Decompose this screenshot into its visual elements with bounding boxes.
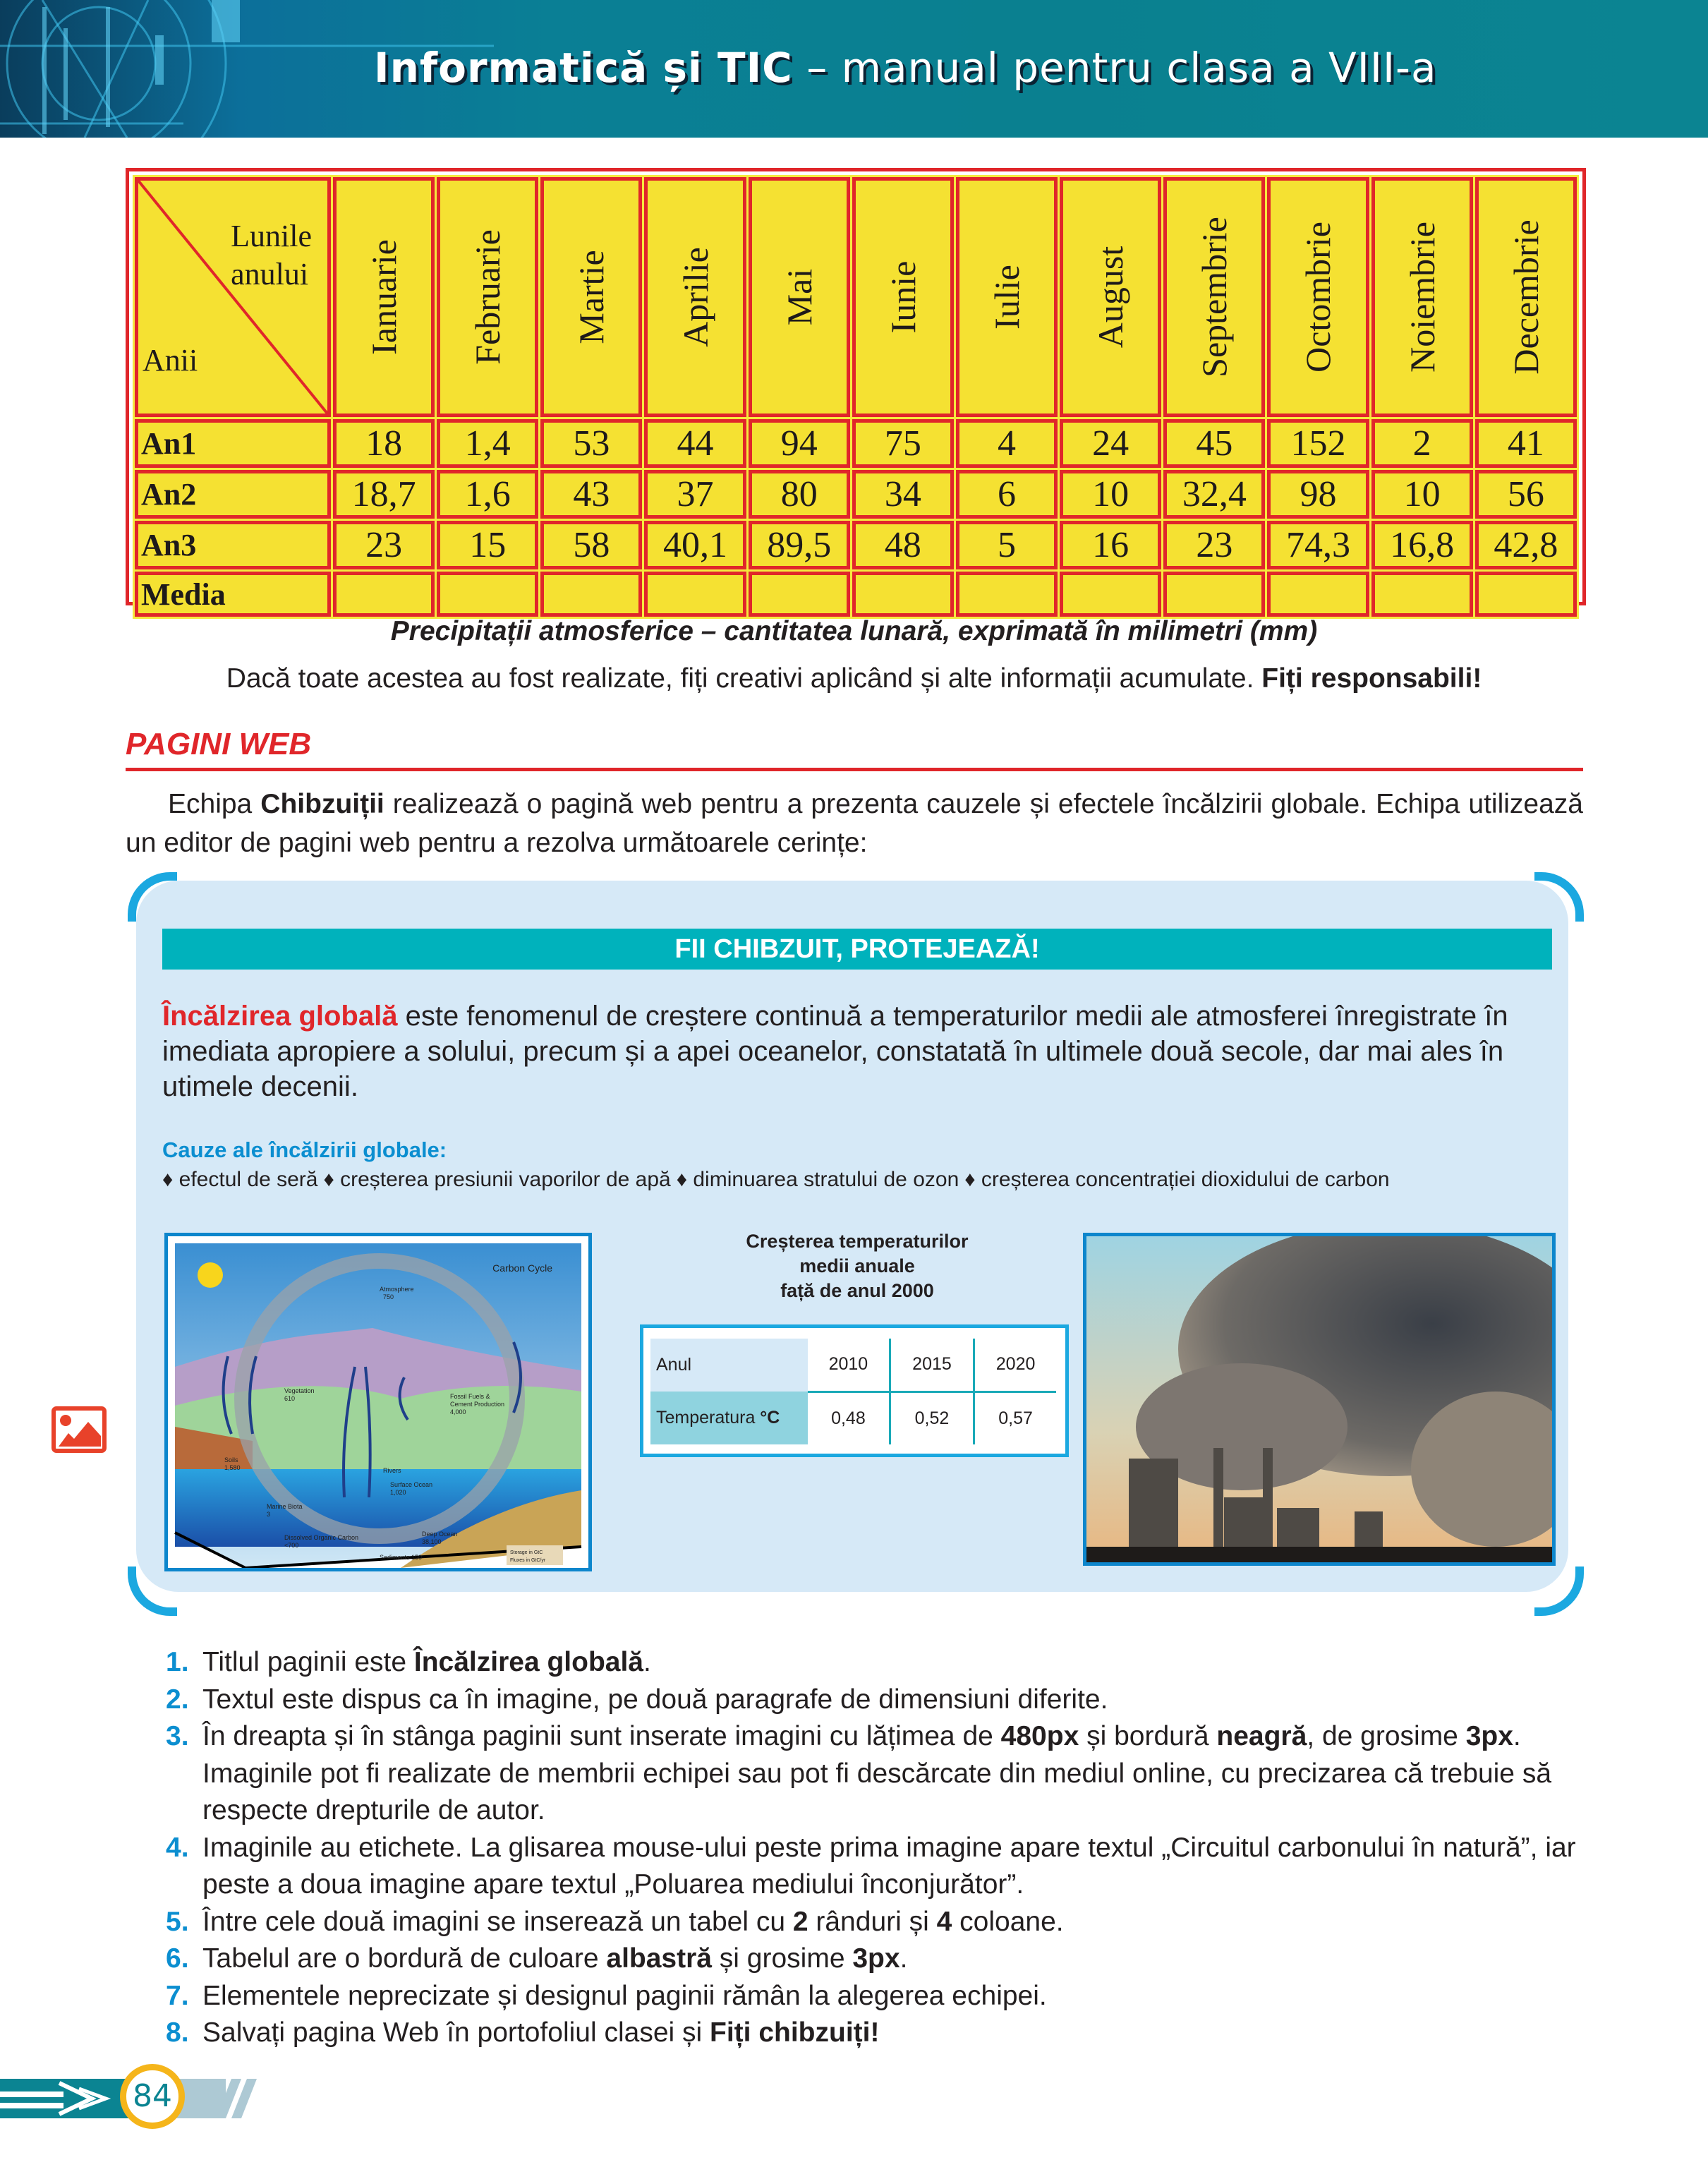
definition-text: este fenomenul de creștere continuă a temperaturilor medii ale atmosferei înregistrate în imediata apropiere a solului, precum și a apei oceanelor, constatată în ultimele două secole, dar mai ales în utimele decenii. <box>162 1001 1508 1102</box>
requirement-number: 8. <box>166 2017 189 2048</box>
value-cell <box>437 572 538 617</box>
requirement-emphasis: Fiți chibzuiți! <box>710 2017 880 2048</box>
requirement-emphasis: neagră <box>1216 1721 1307 1751</box>
requirement-emphasis: Încălzirea globală <box>413 1647 643 1677</box>
label-fossil-value: 4,000 <box>450 1408 466 1416</box>
causes-title: Cauze ale încălzirii globale: <box>162 1137 447 1162</box>
value-cell: 152 <box>1267 419 1369 468</box>
box-corner-top-right <box>1534 872 1584 922</box>
label-soils-value: 1,580 <box>224 1464 241 1471</box>
requirement-text: Titlul paginii este <box>202 1647 414 1677</box>
label-vegetation-value: 610 <box>284 1395 296 1402</box>
requirement-text: . <box>900 1943 908 1974</box>
corner-years-label: Anii <box>143 343 198 378</box>
table-caption: Precipitații atmosferice – cantitatea lunară, exprimată în milimetri (mm) <box>390 616 1318 646</box>
book-title <box>374 44 1437 92</box>
legend-storage: Storage in GtC <box>510 1550 543 1555</box>
requirement-emphasis: 2 <box>792 1906 808 1937</box>
month-label: Noiembrie <box>1402 222 1442 373</box>
value-cell: 16,8 <box>1371 521 1473 569</box>
value-cell <box>333 572 435 617</box>
month-header <box>540 177 642 417</box>
section-divider <box>126 768 1583 771</box>
requirement-emphasis: 4 <box>936 1906 952 1937</box>
requirement-number: 3. <box>166 1721 189 1751</box>
requirement-item <box>166 1718 1584 1830</box>
note-bold: Fiți responsabili! <box>1261 663 1482 694</box>
value-cell: 23 <box>333 521 435 569</box>
value-cell <box>540 572 642 617</box>
responsibility-note <box>0 663 1708 694</box>
value-cell: 24 <box>1060 419 1161 468</box>
month-header <box>1060 177 1161 417</box>
requirement-text: Imaginile au etichete. La glisarea mouse-ului peste prima imagine apare textul „Circuitul carbonului în natură”, iar peste a doua imagine apare textul „Poluarea mediului înconjurător”. <box>202 1832 1576 1900</box>
causes-list <box>162 1168 1395 1192</box>
label-marine-biota: Marine Biota <box>267 1503 303 1510</box>
requirement-text: rânduri și <box>808 1906 937 1937</box>
book-title-subtitle: – manual pentru clasa a VIII-a <box>792 44 1437 92</box>
month-header <box>644 177 746 417</box>
temp-title-line2: medii anuale <box>799 1255 915 1276</box>
value-cell: 1,4 <box>437 419 538 468</box>
month-label: Decembrie <box>1506 219 1546 375</box>
year-row-label: Anul <box>650 1339 808 1392</box>
label-rivers: Rivers <box>383 1467 401 1474</box>
requirement-item <box>166 1644 1584 1682</box>
carbon-cycle-diagram <box>168 1236 588 1568</box>
cause-item: ♦ creșterea concentrației dioxidului de carbon <box>964 1168 1389 1191</box>
temperature-table <box>640 1324 1069 1457</box>
value-cell: 41 <box>1475 419 1577 468</box>
intro-text-pre: Echipa <box>168 789 261 819</box>
label-cement: Cement Production <box>450 1401 505 1408</box>
requirement-text: coloane. <box>952 1906 1064 1937</box>
value-cell: 43 <box>540 470 642 519</box>
value-cell: 74,3 <box>1267 521 1369 569</box>
label-vegetation: Vegetation <box>284 1387 315 1394</box>
value-cell <box>1267 572 1369 617</box>
month-header <box>956 177 1058 417</box>
image-icon <box>52 1406 107 1453</box>
value-cell: 6 <box>956 470 1058 519</box>
header-banner <box>0 0 1708 138</box>
year-cell: 2010 <box>808 1339 890 1392</box>
value-cell <box>852 572 954 617</box>
month-header <box>749 177 850 417</box>
label-surface-ocean: Surface Ocean <box>390 1481 433 1488</box>
value-cell: 40,1 <box>644 521 746 569</box>
temperature-cell: 0,48 <box>831 1408 866 1428</box>
cause-item: ♦ efectul de seră <box>162 1168 317 1191</box>
corner-months-line2: anului <box>231 257 309 291</box>
value-cell: 80 <box>749 470 850 519</box>
carbon-cycle-image[interactable] <box>164 1233 592 1571</box>
value-cell <box>1475 572 1577 617</box>
month-header <box>852 177 954 417</box>
value-cell: 45 <box>1163 419 1265 468</box>
value-cell: 18 <box>333 419 435 468</box>
value-cell: 58 <box>540 521 642 569</box>
requirement-number: 1. <box>166 1647 189 1677</box>
temperature-unit: °C <box>760 1408 780 1427</box>
month-label: Februarie <box>468 229 508 365</box>
requirement-text: și bordură <box>1079 1721 1217 1751</box>
value-cell: 37 <box>644 470 746 519</box>
row-label: An2 <box>135 470 331 519</box>
value-cell <box>1163 572 1265 617</box>
precipitation-table <box>126 168 1586 612</box>
corner-months-label <box>231 217 312 294</box>
value-cell: 10 <box>1060 470 1161 519</box>
month-label: Iunie <box>883 260 923 334</box>
value-cell: 2 <box>1371 419 1473 468</box>
table-row <box>135 521 1577 569</box>
month-header <box>1475 177 1577 417</box>
table-row <box>135 572 1577 617</box>
label-dissolved-organic-carbon: Dissolved Organic Carbon <box>284 1534 359 1541</box>
requirement-text: și grosime <box>711 1943 853 1974</box>
label-surface-ocean-value: 1,020 <box>390 1489 406 1496</box>
requirement-text: . <box>643 1647 651 1677</box>
requirement-item <box>166 1904 1584 1941</box>
requirement-text: . Imaginile pot fi realizate de membrii echipei sau pot fi descărcate din mediul online, cu precizarea că trebuie să respecte drepturile de autor. <box>202 1721 1552 1825</box>
month-header <box>333 177 435 417</box>
book-title-main: Informatică și TIC <box>374 44 793 92</box>
row-label: An3 <box>135 521 331 569</box>
month-label: Aprilie <box>675 247 715 347</box>
label-doc-value: <700 <box>284 1542 299 1549</box>
requirement-emphasis: 3px <box>852 1943 900 1974</box>
table-row <box>135 470 1577 519</box>
value-cell: 53 <box>540 419 642 468</box>
label-soils: Soils <box>224 1456 238 1463</box>
pollution-image[interactable] <box>1083 1233 1556 1566</box>
corner-header-cell <box>135 177 331 417</box>
temperature-table-title <box>638 1229 1076 1303</box>
label-deep-ocean: Deep Ocean <box>422 1531 458 1538</box>
table-row <box>135 419 1577 468</box>
requirement-text: , de grosime <box>1307 1721 1466 1751</box>
team-name: Chibzuiții <box>260 789 384 819</box>
label-fossil-fuels: Fossil Fuels & <box>450 1393 490 1400</box>
month-label: Octombrie <box>1298 222 1338 373</box>
value-cell: 89,5 <box>749 521 850 569</box>
month-label: August <box>1091 246 1131 349</box>
value-cell: 1,6 <box>437 470 538 519</box>
box-banner-title: FII CHIBZUIT, PROTEJEAZĂ! <box>162 929 1552 970</box>
page-number: 84 <box>120 2064 185 2129</box>
global-warming-definition <box>162 998 1552 1104</box>
value-cell: 5 <box>956 521 1058 569</box>
value-cell: 34 <box>852 470 954 519</box>
requirement-emphasis: 3px <box>1465 1721 1513 1751</box>
value-cell: 16 <box>1060 521 1161 569</box>
month-label: Iulie <box>987 265 1027 330</box>
precipitation-grid <box>133 175 1579 619</box>
month-header <box>1371 177 1473 417</box>
requirement-item <box>166 2015 1584 2052</box>
value-cell: 32,4 <box>1163 470 1265 519</box>
value-cell: 94 <box>749 419 850 468</box>
row-label: An1 <box>135 419 331 468</box>
requirement-number: 6. <box>166 1943 189 1974</box>
box-corner-top-left <box>128 872 177 922</box>
requirement-number: 5. <box>166 1906 189 1937</box>
month-label: Mai <box>779 268 819 326</box>
carbon-cycle-title: Carbon Cycle <box>492 1262 552 1274</box>
value-cell <box>1371 572 1473 617</box>
row-label: Media <box>135 572 331 617</box>
month-label: Ianuarie <box>364 239 404 355</box>
month-header <box>1163 177 1265 417</box>
intro-text-post: realizează o pagină web pentru a prezenta cauzele și efectele încălzirii globale. Echipa utilizează un editor de pagini web pentru a rezolva următoarele cerințe: <box>126 789 1583 858</box>
requirement-text: Tabelul are o bordură de culoare <box>202 1943 607 1974</box>
requirement-text: Textul este dispus ca în imagine, pe două paragrafe de dimensiuni diferite. <box>202 1684 1108 1715</box>
value-cell <box>749 572 850 617</box>
value-cell: 98 <box>1267 470 1369 519</box>
cause-item: ♦ diminuarea stratului de ozon <box>677 1168 959 1191</box>
label-sediments: Sediments 150 <box>380 1554 423 1561</box>
requirement-emphasis: albastră <box>606 1943 712 1974</box>
requirements-list <box>166 1644 1584 2052</box>
label-deep-ocean-value: 38,100 <box>422 1538 442 1545</box>
requirement-item <box>166 1978 1584 2015</box>
value-cell: 10 <box>1371 470 1473 519</box>
month-label: Martie <box>571 250 612 344</box>
requirement-emphasis: 480px <box>1000 1721 1079 1751</box>
requirement-item <box>166 1682 1584 1719</box>
box-corner-bottom-left <box>128 1567 177 1616</box>
label-atmosphere-value: 750 <box>383 1293 394 1300</box>
cause-item: ♦ creșterea presiunii vaporilor de apă <box>323 1168 670 1191</box>
corner-months-line1: Lunile <box>231 219 312 253</box>
value-cell: 4 <box>956 419 1058 468</box>
requirement-item <box>166 1940 1584 1978</box>
diagonal-divider <box>138 181 327 414</box>
value-cell: 15 <box>437 521 538 569</box>
value-cell: 56 <box>1475 470 1577 519</box>
temp-title-line1: Creșterea temperaturilor <box>746 1231 969 1252</box>
section-intro <box>126 785 1583 862</box>
value-cell: 42,8 <box>1475 521 1577 569</box>
value-cell: 44 <box>644 419 746 468</box>
value-cell: 23 <box>1163 521 1265 569</box>
value-cell: 48 <box>852 521 954 569</box>
month-header <box>1267 177 1369 417</box>
temperature-cell: 0,57 <box>974 1392 1056 1444</box>
requirement-text: În dreapta și în stânga paginii sunt inserate imagini cu lățimea de <box>202 1721 1001 1751</box>
requirement-text: Între cele două imagini se inserează un tabel cu <box>202 1906 793 1937</box>
requirement-text: Elementele neprecizate și designul paginii rămân la alegerea echipei. <box>202 1980 1047 2011</box>
month-label: Septembrie <box>1194 217 1235 378</box>
temperature-row-label <box>650 1392 808 1444</box>
month-header <box>437 177 538 417</box>
section-title: PAGINI WEB <box>126 727 312 761</box>
requirement-number: 2. <box>166 1684 189 1715</box>
temp-title-line3: față de anul 2000 <box>780 1280 934 1301</box>
requirement-text: Salvați pagina Web în portofoliul clasei și <box>202 2017 710 2048</box>
year-cell: 2020 <box>974 1339 1056 1392</box>
temperature-label-text: Temperatura <box>656 1408 761 1427</box>
power-plant-photo <box>1086 1236 1552 1562</box>
requirement-item <box>166 1830 1584 1904</box>
requirement-number: 7. <box>166 1980 189 2011</box>
label-marine-biota-value: 3 <box>267 1511 271 1518</box>
value-cell <box>644 572 746 617</box>
label-atmosphere: Atmosphere <box>380 1286 414 1293</box>
value-cell <box>956 572 1058 617</box>
value-cell: 18,7 <box>333 470 435 519</box>
temperature-cell: 0,52 <box>890 1392 974 1444</box>
year-cell: 2015 <box>890 1339 974 1392</box>
legend-fluxes: Fluxes in GtC/yr <box>510 1558 546 1563</box>
value-cell <box>1060 572 1161 617</box>
requirement-number: 4. <box>166 1832 189 1863</box>
box-corner-bottom-right <box>1534 1567 1584 1616</box>
value-cell: 75 <box>852 419 954 468</box>
note-text: Dacă toate acestea au fost realizate, fiți creativi aplicând și alte informații acumulate. <box>226 663 1262 694</box>
definition-term: Încălzirea globală <box>162 1001 398 1032</box>
